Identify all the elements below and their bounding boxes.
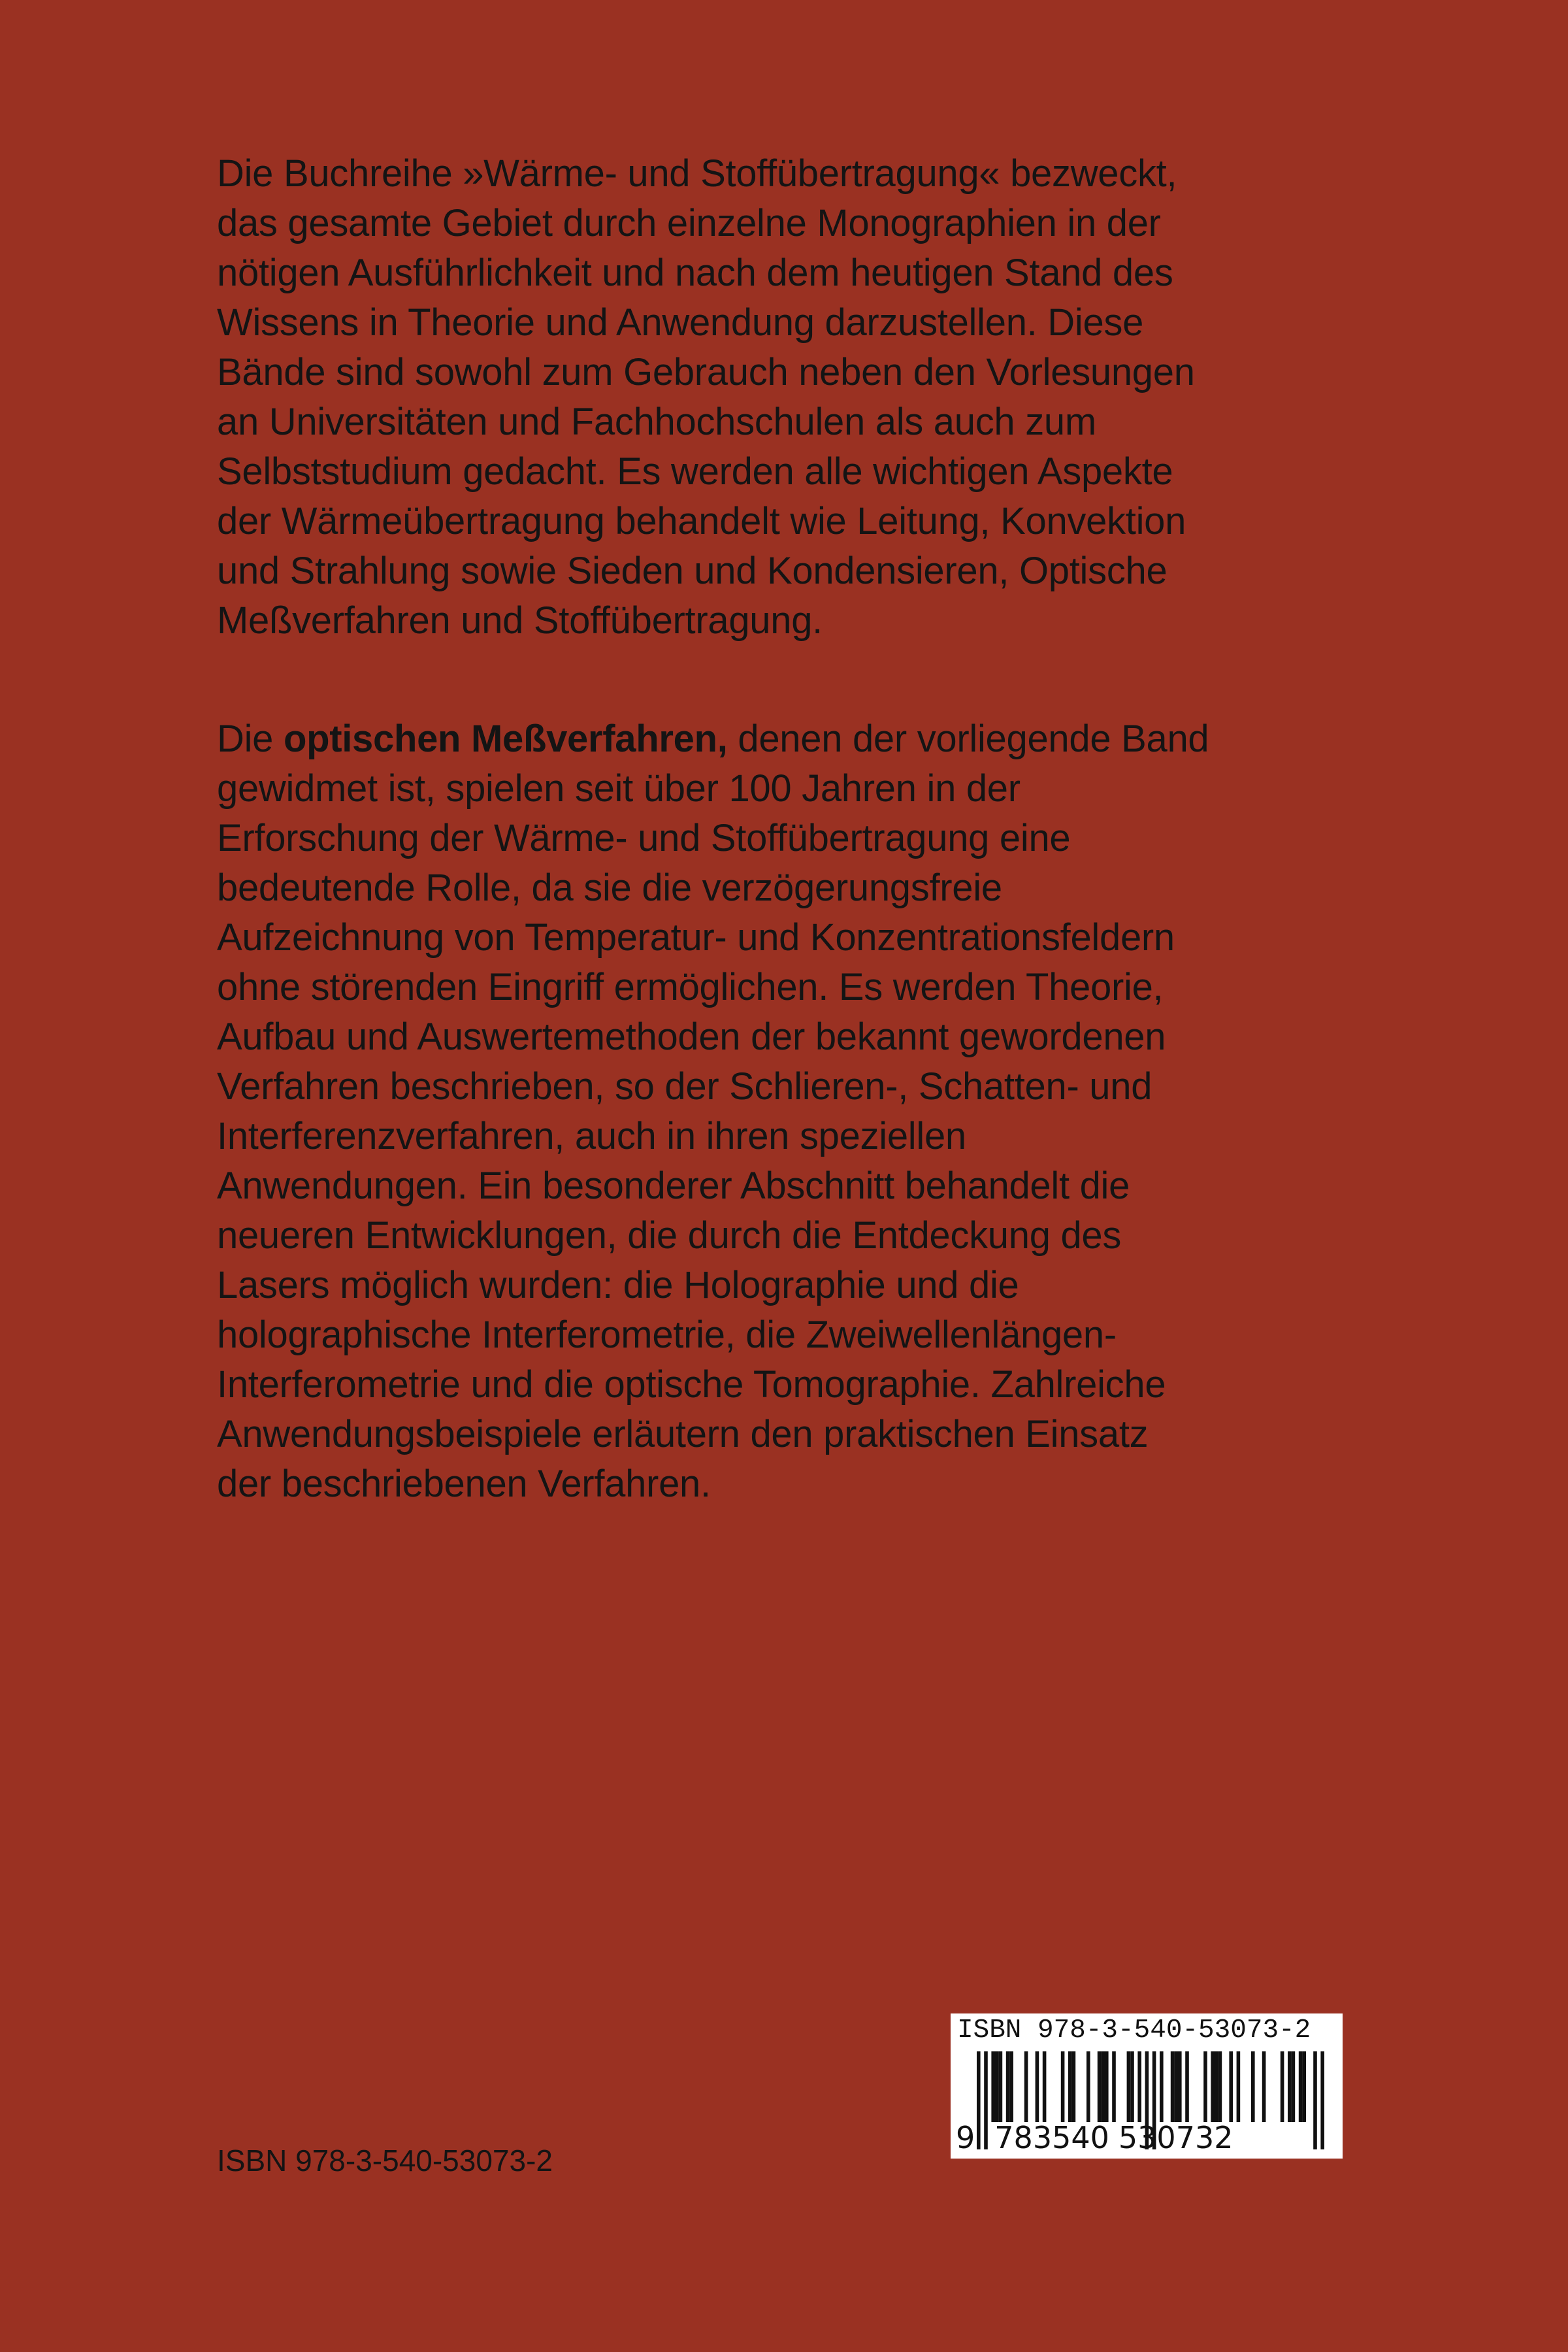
emphasized-topic: optischen Meßverfahren, [283,718,728,760]
barcode-bar [1185,2051,1189,2122]
barcode-bar [1218,2051,1222,2122]
text-line: neueren Entwicklungen, die durch die Entdeckung des [217,1214,1122,1257]
text-line: Meßverfahren und Stoffübertragung. [217,599,823,642]
barcode-bar [1292,2051,1296,2122]
barcode-bar [1237,2051,1241,2122]
series-description-paragraph [217,149,1406,646]
text-line: Erforschung der Wärme- und Stoffübertragung eine [217,817,1071,859]
barcode-bar [991,2051,995,2122]
text-line: Interferenzverfahren, auch in ihren speziellen [217,1115,966,1157]
barcode-bar [1320,2051,1324,2149]
barcode-bar [1262,2051,1266,2122]
barcode-bar [1288,2051,1292,2122]
barcode-digits [956,2121,1233,2155]
isbn-label: ISBN 978-3-540-53073-2 [217,2144,553,2178]
text-line: Interferometrie und die optische Tomographie. Zahlreiche [217,1363,1166,1406]
barcode-bar [1024,2051,1028,2122]
barcode-bar [1211,2051,1215,2122]
barcode-bar [1036,2051,1039,2122]
barcode-bar [1215,2051,1218,2122]
text-line: Bände sind sowohl zum Gebrauch neben den Vorlesungen [217,351,1195,393]
barcode-digit-group: 783540 [994,2120,1109,2155]
text-line: der Wärmeübertragung behandelt wie Leitung, Konvektion [217,500,1186,542]
text-line: Die Buchreihe »Wärme- und Stoffübertragung« bezweckt, [217,152,1177,195]
text-line: an Universitäten und Fachhochschulen als auch zum [217,401,1096,443]
text-line: und Strahlung sowie Sieden und Kondensieren, Optische [217,550,1168,592]
text-line: Verfahren beschrieben, so der Schlieren-, Schatten- und [217,1065,1152,1108]
text-line: Lasers möglich wurden: die Holographie und die [217,1264,1019,1306]
barcode-digit-lead: 9 [956,2120,975,2155]
barcode-bar [1203,2051,1207,2122]
text-line: das gesamte Gebiet durch einzelne Monographien in der [217,202,1161,244]
barcode [951,2013,1343,2159]
text-run: Die [217,718,284,760]
barcode-bar [1251,2051,1255,2122]
barcode-bar [1101,2051,1105,2122]
barcode-bar [1130,2051,1134,2122]
text-line: holographische Interferometrie, die Zweiwellenlängen- [217,1314,1117,1356]
text-line: Anwendungsbeispiele erläutern den praktischen Einsatz [217,1413,1149,1455]
barcode-bar [1313,2051,1317,2149]
text-line: Selbststudium gedacht. Es werden alle wichtigen Aspekte [217,450,1173,493]
barcode-bar [1229,2051,1233,2122]
barcode-bar [1178,2051,1182,2122]
volume-description-paragraph [217,714,1406,1509]
barcode-bar [995,2051,999,2122]
text-line: nötigen Ausführlichkeit und nach dem heutigen Stand des [217,252,1173,294]
barcode-bar [1009,2051,1013,2122]
text-run: denen der vorliegende Band [727,718,1209,760]
barcode-bar [1127,2051,1131,2122]
text-line: Aufzeichnung von Temperatur- und Konzentrationsfeldern [217,916,1175,959]
barcode-bar [1281,2051,1284,2122]
barcode-bar [1061,2051,1065,2122]
barcode-bar [1006,2051,1010,2122]
barcode-bar [1068,2051,1072,2122]
text-line-with-emphasis [217,714,1406,764]
text-line: Wissens in Theorie und Anwendung darzustellen. Diese [217,301,1144,344]
text-line: gewidmet ist, spielen seit über 100 Jahren in der [217,767,1021,810]
barcode-bar [1072,2051,1076,2122]
barcode-bar [1160,2051,1164,2122]
barcode-bar [1098,2051,1102,2122]
barcode-bar [1105,2051,1109,2122]
barcode-digit-group: 530732 [1118,2120,1233,2155]
text-line: Anwendungen. Ein besonderer Abschnitt behandelt die [217,1165,1130,1207]
barcode-isbn-label: ISBN 978-3-540-53073-2 [957,2015,1311,2046]
barcode-bar [1137,2051,1141,2122]
text-line: Aufbau und Auswertemethoden der bekannt gewordenen [217,1016,1166,1058]
barcode-bar [1043,2051,1047,2122]
barcode-bar [1174,2051,1178,2122]
barcode-bar [1171,2051,1175,2122]
text-line: bedeutende Rolle, da sie die verzögerungsfreie [217,867,1002,909]
text-line: ohne störenden Eingriff ermöglichen. Es werden Theorie, [217,966,1164,1008]
text-line: der beschriebenen Verfahren. [217,1463,711,1505]
barcode-bar [1302,2051,1306,2122]
barcode-bar [1086,2051,1090,2122]
barcode-bar [999,2051,1003,2122]
barcode-bar [1112,2051,1116,2122]
barcode-bar [1299,2051,1303,2122]
